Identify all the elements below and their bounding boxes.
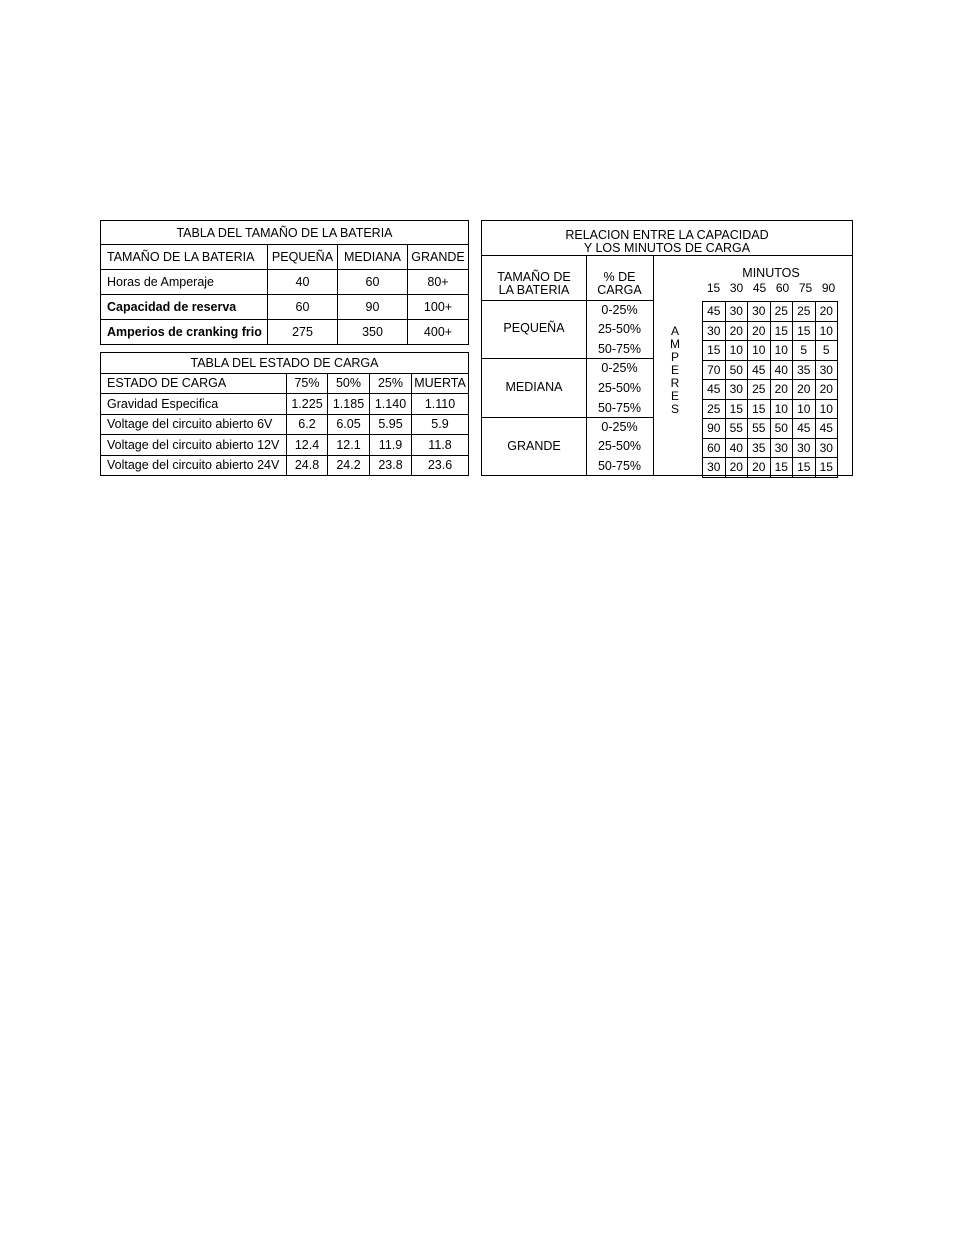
percent-column-header bbox=[586, 271, 653, 297]
table-cell: 20 bbox=[748, 321, 771, 341]
table-cell: 35 bbox=[748, 438, 771, 458]
column-header: TAMAÑO DE LA BATERIA bbox=[101, 245, 268, 270]
table-cell: 30 bbox=[770, 438, 793, 458]
table-cell: 55 bbox=[725, 419, 748, 439]
table-row bbox=[703, 341, 838, 361]
table-cell: 15 bbox=[725, 399, 748, 419]
table-cell: 1.140 bbox=[370, 394, 412, 415]
capacity-minutes-table bbox=[481, 220, 853, 476]
table-cell: 5.9 bbox=[412, 414, 469, 435]
charge-state-grid bbox=[100, 352, 469, 476]
minute-value: 15 bbox=[706, 281, 721, 295]
table-row bbox=[703, 302, 838, 322]
table-cell: 12.1 bbox=[328, 435, 370, 456]
table-cell: 15 bbox=[793, 458, 816, 478]
amperes-letter: S bbox=[670, 402, 679, 416]
table-cell: 45 bbox=[748, 360, 771, 380]
table-cell: 40 bbox=[268, 270, 338, 295]
table-row bbox=[703, 380, 838, 400]
table-title: TABLA DEL ESTADO DE CARGA bbox=[101, 353, 469, 374]
table-cell: 20 bbox=[748, 458, 771, 478]
table-cell: 60 bbox=[268, 295, 338, 320]
table-cell: 11.8 bbox=[412, 435, 469, 456]
header-line: TAMAÑO DE bbox=[497, 270, 571, 284]
table-cell: 20 bbox=[770, 380, 793, 400]
table-cell: 12.4 bbox=[287, 435, 328, 456]
table-cell: 25 bbox=[703, 399, 726, 419]
table-cell: 40 bbox=[770, 360, 793, 380]
amperes-letter: E bbox=[670, 363, 679, 377]
table-cell: 6.2 bbox=[287, 414, 328, 435]
row-label: Voltage del circuito abierto 6V bbox=[101, 414, 287, 435]
table-cell: 45 bbox=[703, 302, 726, 322]
table-title-line: RELACION ENTRE LA CAPACIDAD bbox=[565, 228, 769, 242]
minute-value: 75 bbox=[798, 281, 813, 295]
percent-label: 25-50% bbox=[597, 381, 642, 395]
table-cell: 45 bbox=[703, 380, 726, 400]
header-line: CARGA bbox=[597, 283, 642, 297]
table-cell: 20 bbox=[725, 458, 748, 478]
table-cell: 25 bbox=[748, 380, 771, 400]
table-cell: 10 bbox=[770, 341, 793, 361]
table-cell: 24.8 bbox=[287, 455, 328, 476]
percent-label: 0-25% bbox=[601, 420, 638, 434]
table-cell: 1.225 bbox=[287, 394, 328, 415]
size-label-medium: MEDIANA bbox=[505, 380, 563, 394]
table-cell: 15 bbox=[770, 321, 793, 341]
amperes-letter: E bbox=[670, 389, 679, 403]
table-cell: 15 bbox=[703, 341, 726, 361]
battery-size-grid bbox=[100, 220, 469, 345]
table-cell: 10 bbox=[815, 321, 838, 341]
table-row bbox=[101, 414, 469, 435]
table-cell: 11.9 bbox=[370, 435, 412, 456]
column-divider bbox=[653, 256, 654, 475]
column-header: MEDIANA bbox=[338, 245, 408, 270]
table-cell: 10 bbox=[793, 399, 816, 419]
table-cell: 23.6 bbox=[412, 455, 469, 476]
row-label: Voltage del circuito abierto 24V bbox=[101, 455, 287, 476]
minute-value: 60 bbox=[775, 281, 790, 295]
table-cell: 50 bbox=[725, 360, 748, 380]
row-label: Capacidad de reserva bbox=[101, 295, 268, 320]
row-label: Amperios de cranking frio bbox=[101, 320, 268, 345]
table-row bbox=[703, 458, 838, 478]
column-header: PEQUEÑA bbox=[268, 245, 338, 270]
table-cell: 15 bbox=[770, 458, 793, 478]
row-divider bbox=[482, 417, 653, 418]
table-cell: 20 bbox=[815, 302, 838, 322]
table-cell: 60 bbox=[338, 270, 408, 295]
size-label-small: PEQUEÑA bbox=[503, 321, 565, 335]
table-cell: 70 bbox=[703, 360, 726, 380]
percent-label: 25-50% bbox=[597, 439, 642, 453]
table-cell: 20 bbox=[793, 380, 816, 400]
column-header: MUERTA bbox=[412, 373, 469, 394]
table-title-row bbox=[101, 221, 469, 245]
table-cell: 30 bbox=[815, 438, 838, 458]
percent-label: 25-50% bbox=[597, 322, 642, 336]
column-header: GRANDE bbox=[408, 245, 469, 270]
minute-value: 45 bbox=[752, 281, 767, 295]
table-row bbox=[101, 320, 469, 345]
table-cell: 30 bbox=[703, 321, 726, 341]
size-column-header bbox=[482, 271, 586, 297]
header-line: LA BATERIA bbox=[498, 283, 570, 297]
amperes-label bbox=[668, 325, 682, 416]
table-cell: 25 bbox=[770, 302, 793, 322]
percent-label: 50-75% bbox=[597, 342, 642, 356]
minute-value: 90 bbox=[821, 281, 836, 295]
table-cell: 10 bbox=[815, 399, 838, 419]
table-cell: 60 bbox=[703, 438, 726, 458]
table-row bbox=[703, 399, 838, 419]
table-row bbox=[703, 438, 838, 458]
table-row bbox=[101, 455, 469, 476]
minutes-header bbox=[702, 281, 840, 295]
amperes-letter: M bbox=[670, 337, 680, 351]
table-cell: 40 bbox=[725, 438, 748, 458]
table-cell: 80+ bbox=[408, 270, 469, 295]
table-cell: 55 bbox=[748, 419, 771, 439]
table-row bbox=[101, 295, 469, 320]
table-cell: 90 bbox=[703, 419, 726, 439]
table-row bbox=[703, 321, 838, 341]
table-cell: 35 bbox=[793, 360, 816, 380]
table-cell: 5.95 bbox=[370, 414, 412, 435]
column-header: ESTADO DE CARGA bbox=[101, 373, 287, 394]
table-cell: 400+ bbox=[408, 320, 469, 345]
table-title: TABLA DEL TAMAÑO DE LA BATERIA bbox=[101, 221, 469, 245]
row-divider bbox=[482, 300, 653, 301]
table-cell: 20 bbox=[725, 321, 748, 341]
table-cell: 25 bbox=[793, 302, 816, 322]
charge-state-table bbox=[100, 352, 469, 476]
battery-size-table bbox=[100, 220, 469, 345]
table-row bbox=[703, 360, 838, 380]
table-cell: 30 bbox=[703, 458, 726, 478]
amperes-letter: R bbox=[670, 376, 680, 390]
row-label: Horas de Amperaje bbox=[101, 270, 268, 295]
header-line: % DE bbox=[603, 270, 636, 284]
column-header: 75% bbox=[287, 373, 328, 394]
table-cell: 10 bbox=[770, 399, 793, 419]
row-label: Voltage del circuito abierto 12V bbox=[101, 435, 287, 456]
table-cell: 1.185 bbox=[328, 394, 370, 415]
table-title-line: Y LOS MINUTOS DE CARGA bbox=[583, 241, 751, 255]
table-cell: 45 bbox=[793, 419, 816, 439]
column-header: 25% bbox=[370, 373, 412, 394]
column-header: 50% bbox=[328, 373, 370, 394]
percent-label: 0-25% bbox=[601, 361, 638, 375]
table-cell: 30 bbox=[793, 438, 816, 458]
table-cell: 30 bbox=[748, 302, 771, 322]
table-cell: 30 bbox=[725, 302, 748, 322]
table-cell: 50 bbox=[770, 419, 793, 439]
percent-label: 50-75% bbox=[597, 401, 642, 415]
table-cell: 275 bbox=[268, 320, 338, 345]
table-cell: 20 bbox=[815, 380, 838, 400]
table-cell: 5 bbox=[815, 341, 838, 361]
amperes-letter: P bbox=[670, 350, 679, 364]
table-cell: 30 bbox=[725, 380, 748, 400]
table-cell: 100+ bbox=[408, 295, 469, 320]
table-cell: 6.05 bbox=[328, 414, 370, 435]
table-row bbox=[101, 270, 469, 295]
table-header-row bbox=[101, 373, 469, 394]
table-cell: 10 bbox=[725, 341, 748, 361]
row-label: Gravidad Especifica bbox=[101, 394, 287, 415]
table-cell: 10 bbox=[748, 341, 771, 361]
table-cell: 45 bbox=[815, 419, 838, 439]
table-cell: 1.110 bbox=[412, 394, 469, 415]
table-cell: 15 bbox=[748, 399, 771, 419]
percent-label: 50-75% bbox=[597, 459, 642, 473]
minutes-label: MINUTOS bbox=[742, 266, 800, 280]
table-cell: 24.2 bbox=[328, 455, 370, 476]
minute-value: 30 bbox=[729, 281, 744, 295]
amperes-letter: A bbox=[670, 324, 679, 338]
table-row bbox=[703, 419, 838, 439]
size-label-large: GRANDE bbox=[507, 439, 561, 453]
table-header-row bbox=[101, 245, 469, 270]
table-cell: 5 bbox=[793, 341, 816, 361]
table-cell: 350 bbox=[338, 320, 408, 345]
table-cell: 30 bbox=[815, 360, 838, 380]
table-title-row bbox=[101, 353, 469, 374]
table-cell: 15 bbox=[793, 321, 816, 341]
amperes-grid bbox=[702, 301, 838, 478]
table-cell: 15 bbox=[815, 458, 838, 478]
table-row bbox=[101, 435, 469, 456]
row-divider bbox=[482, 358, 653, 359]
table-title bbox=[482, 221, 852, 256]
table-row bbox=[101, 394, 469, 415]
percent-label: 0-25% bbox=[601, 303, 638, 317]
table-cell: 90 bbox=[338, 295, 408, 320]
table-cell: 23.8 bbox=[370, 455, 412, 476]
